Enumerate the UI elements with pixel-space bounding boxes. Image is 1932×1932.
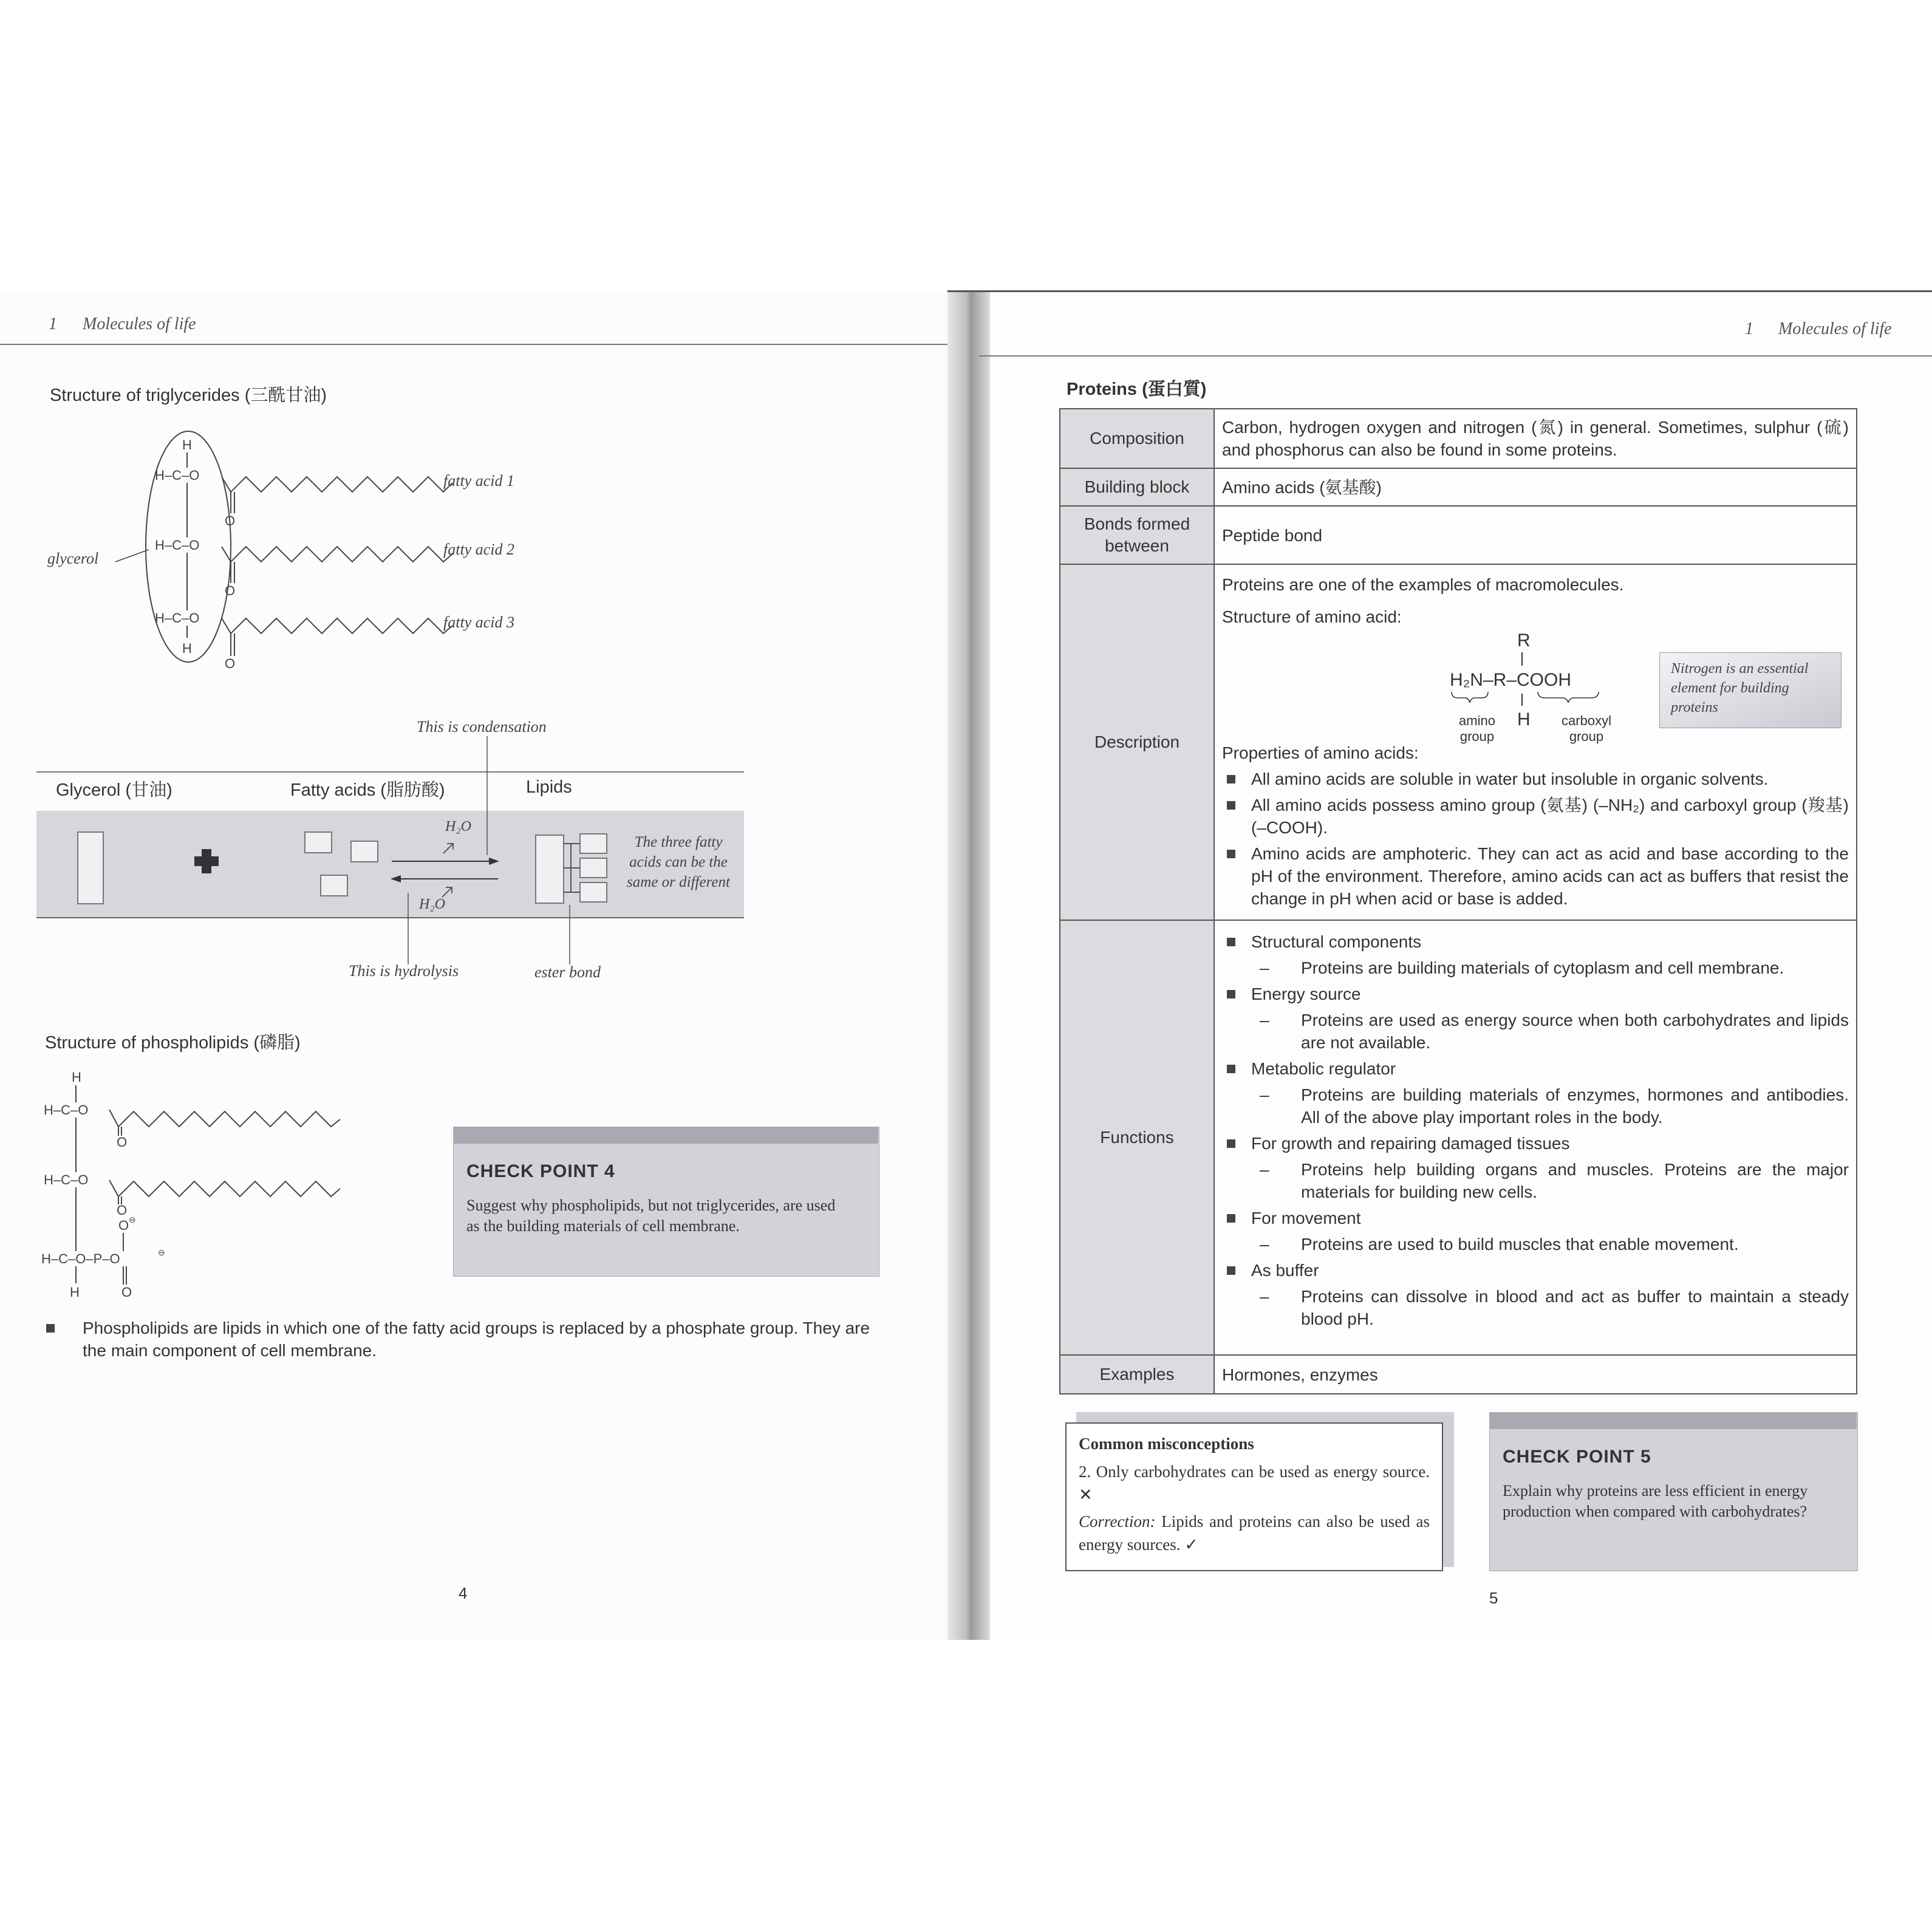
proteins-title: Proteins (蛋白質) [1067,380,1207,399]
composition-value: Carbon, hydrogen oxygen and nitrogen (氮) in general. Sometimes, sulphur (硫) and phosphorus can also be found in some proteins. [1214,409,1857,468]
bullet-square [1227,938,1235,946]
functions-label: Functions [1060,920,1214,1355]
property-text: All amino acids are soluble in water but insoluble in organic solvents. [1251,770,1769,788]
checkpoint-4-text: Suggest why phospholipids, but not triglycerides, are used as the building materials of cell membrane. [466,1196,836,1235]
fatty-acid-2-label: fatty acid 2 [443,541,514,558]
function-item [1222,1259,1849,1282]
row-examples [1060,1355,1857,1394]
water-label-top: H₂O [445,819,472,835]
bullet-square [1227,990,1235,998]
function-detail-text: Proteins help building organs and muscles. Proteins are the major materials for building new cells. [1301,1160,1849,1201]
bullet-square [1227,1065,1235,1073]
bullet-square [1227,1266,1235,1275]
function-detail-text: Proteins are building materials of enzymes, hormones and antibodies. All of the above play important roles in the body. [1301,1085,1849,1127]
svg-text:O: O [117,1203,128,1218]
property-text: All amino acids possess amino group (氨基) (–NH₂) and carboxyl group (羧基) (–COOH). [1251,796,1849,837]
function-detail-text: Proteins can dissolve in blood and act as buffer to maintain a steady blood pH. [1301,1287,1849,1328]
function-title: For movement [1251,1209,1361,1227]
svg-text:O: O [118,1218,129,1233]
function-detail: – Proteins are building materials of cytoplasm and cell membrane. [1260,957,1849,979]
water-label-bottom: H₂O [419,896,446,912]
ester-bond-note: ester bond [534,963,601,981]
right-top-edge [947,290,1932,292]
pointer-lines [364,717,607,972]
svg-text:H–C–O: H–C–O [155,538,200,553]
row-bonds [1060,506,1857,564]
hydrolysis-note: This is hydrolysis [349,962,459,980]
description-intro: Proteins are one of the examples of macromolecules. [1222,575,1624,594]
svg-text:H: H [70,1285,80,1300]
triglyceride-title: Structure of triglycerides (三酰甘油) [50,386,327,405]
svg-text:O: O [225,656,236,671]
checkpoint-5-top-edge [1489,1412,1857,1429]
structure-label: Structure of amino acid: [1222,607,1402,626]
fatty-acids-header: Fatty acids (脂肪酸) [290,780,445,800]
svg-text:O: O [225,583,236,598]
protein-table [1059,408,1857,1394]
function-title: Structural components [1251,932,1422,951]
svg-text:O: O [121,1285,132,1300]
properties-label: Properties of amino acids: [1222,743,1419,762]
phospholipid-bullet-text: Phospholipids are lipids in which one of the fatty acid groups is replaced by a phosphate group. They are the main component of cell membrane. [83,1319,870,1360]
bullet-square [1227,775,1235,783]
fatty-acid-3-label: fatty acid 3 [443,613,514,631]
composition-label: Composition [1060,409,1214,468]
function-title: As buffer [1251,1261,1319,1280]
bullet-square [46,1324,55,1333]
function-item [1222,1057,1849,1080]
bullet-square [1227,1214,1235,1223]
svg-text:O: O [225,513,236,528]
property-item [1222,842,1849,910]
nitrogen-note: Nitrogen is an essential element for building proteins [1659,652,1842,728]
svg-text:H–C–O: H–C–O [44,1172,89,1187]
function-item [1222,1132,1849,1155]
correction-label: Correction: [1079,1512,1156,1531]
svg-text:H–C–O: H–C–O [155,468,200,483]
property-item [1222,768,1849,790]
function-title: Energy source [1251,985,1361,1003]
bullet-square [1227,801,1235,810]
svg-text:H–C–O: H–C–O [155,610,200,626]
right-page-number: 5 [1489,1589,1498,1607]
condensation-note: This is condensation [417,718,547,736]
examples-label: Examples [1060,1355,1214,1394]
carboxyl-group-label: carboxyl group [1562,713,1611,744]
function-detail: – Proteins help building organs and muscles. Proteins are the major materials for building new cells. [1260,1158,1849,1203]
left-header-number: 1 [49,315,57,333]
function-detail: – Proteins are building materials of enzymes, hormones and antibodies. All of the above play important roles in the body. [1260,1084,1849,1128]
bullet-square [1227,850,1235,858]
glycerol-label: glycerol [47,550,99,567]
phospholipid-diagram [36,1066,352,1309]
left-page-number: 4 [459,1584,468,1602]
row-description [1060,564,1857,920]
function-detail-text: Proteins are used to build muscles that enable movement. [1301,1235,1739,1254]
checkpoint-4-title: CHECK POINT 4 [466,1161,615,1181]
svg-text:H: H [182,641,192,656]
right-header-number: 1 [1745,319,1753,338]
svg-text:H: H [1517,709,1531,729]
svg-text:R: R [1517,630,1531,650]
glycerol-header: Glycerol (甘油) [56,780,172,800]
svg-text:H: H [72,1070,81,1085]
bullet-square [1227,1139,1235,1148]
description-label: Description [1060,564,1214,920]
row-functions [1060,920,1857,1355]
misconceptions-title: Common misconceptions [1079,1435,1254,1453]
function-detail: – Proteins are used as energy source when both carbohydrates and lipids are not available. [1260,1009,1849,1054]
misconception-statement: 2. Only carbohydrates can be used as energy source. [1079,1463,1430,1481]
functions-cell [1214,920,1857,1355]
function-title: Metabolic regulator [1251,1059,1396,1078]
correction-text: Lipids and proteins can also be used as energy sources. [1079,1512,1430,1554]
right-header-rule [979,355,1932,357]
left-header-rule [0,344,947,345]
svg-text:⊖: ⊖ [129,1215,136,1224]
function-detail: – Proteins are used to build muscles that enable movement. [1260,1233,1849,1255]
svg-text:H₂N–R–COOH: H₂N–R–COOH [1450,670,1572,690]
function-detail-text: Proteins are building materials of cytoplasm and cell membrane. [1301,958,1784,977]
description-cell [1214,564,1857,920]
function-detail-text: Proteins are used as energy source when both carbohydrates and lipids are not available. [1301,1011,1849,1052]
svg-text:H: H [182,437,192,452]
building-block-value: Amino acids (氨基酸) [1214,468,1857,506]
lipids-header: Lipids [526,777,572,797]
three-fatty-note: The three fatty acids can be the same or different [627,834,730,890]
function-item [1222,930,1849,953]
property-item [1222,794,1849,839]
checkpoint-4-top-edge [453,1127,878,1144]
function-item [1222,983,1849,1005]
bonds-label: Bonds formed between [1060,506,1214,564]
function-title: For growth and repairing damaged tissues [1251,1134,1570,1153]
phospholipid-title: Structure of phospholipids (磷脂) [45,1033,301,1053]
cross-icon: ✕ [1079,1486,1093,1504]
left-header-title: Molecules of life [83,315,196,333]
svg-text:⊖: ⊖ [158,1248,165,1257]
misconceptions-box [1065,1422,1443,1571]
function-detail: – Proteins can dissolve in blood and act as buffer to maintain a steady blood pH. [1260,1285,1849,1330]
property-text: Amino acids are amphoteric. They can act as acid and base according to the pH of the environment. Therefore, amino acids can act as buffers that resist the change in pH when acid or base is added. [1251,844,1849,908]
svg-text:H–C–O: H–C–O [44,1102,89,1118]
function-item [1222,1207,1849,1229]
row-composition [1060,409,1857,468]
svg-text:H–C–O–P–O: H–C–O–P–O [41,1251,120,1266]
bonds-value: Peptide bond [1214,506,1857,564]
check-icon: ✓ [1184,1535,1198,1554]
right-header-title: Molecules of life [1778,319,1892,338]
row-building-block [1060,468,1857,506]
book-gutter [947,292,990,1640]
building-block-label: Building block [1060,468,1214,506]
examples-value: Hormones, enzymes [1214,1355,1857,1394]
fatty-acid-1-label: fatty acid 1 [443,472,514,490]
amino-acid-structure [1222,628,1849,746]
checkpoint-5-title: CHECK POINT 5 [1503,1447,1651,1467]
checkpoint-5-text: Explain why proteins are less efficient in energy production when compared with carbohydrates? [1503,1482,1808,1520]
amino-group-label: amino group [1459,713,1495,744]
svg-text:O: O [117,1135,128,1150]
